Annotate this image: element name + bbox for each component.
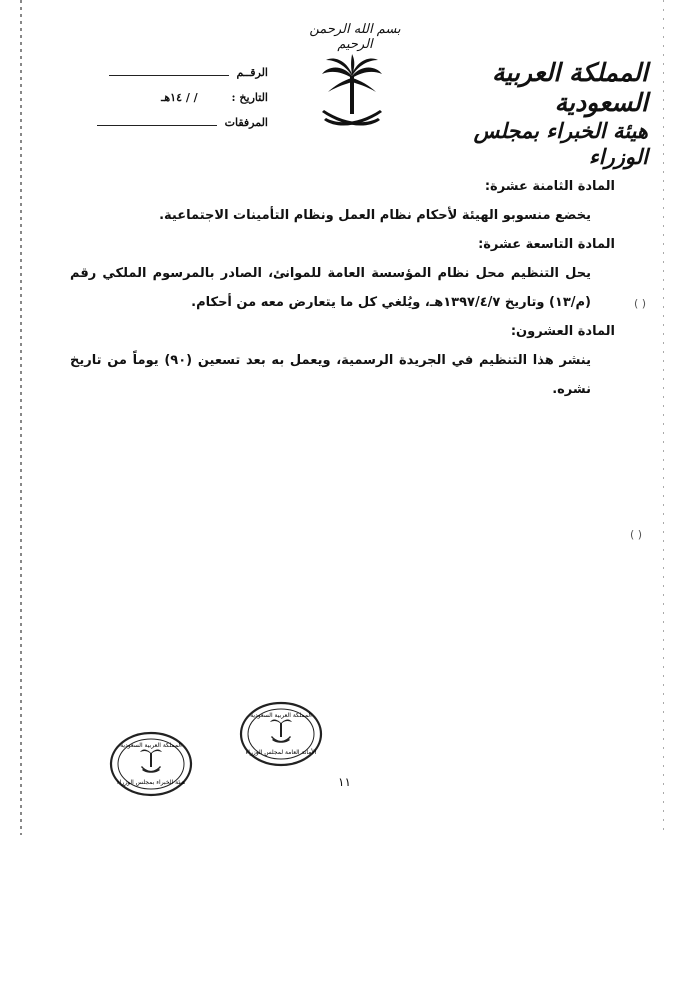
margin-mark: ( ) <box>630 528 643 541</box>
article-19-text: يحل التنظيم محل نظام المؤسسة العامة للموانئ، الصادر بالمرسوم الملكي رقم (م/١٣) وتاريخ ١٣٩٧/٤/٧هـ، ويُلغي كل ما يتعارض معه من أحكام. <box>70 266 591 310</box>
seal-text: هيئة الخبراء بمجلس الوزراء <box>116 779 186 786</box>
seal-general-secretariat <box>239 701 323 767</box>
ref-label: الرقــم <box>236 66 268 79</box>
ref-row <box>58 66 268 79</box>
basmala: بسم الله الرحمن الرحيم <box>309 22 401 52</box>
article-18-text: يخضع منسوبو الهيئة لأحكام نظام العمل ونظام التأمينات الاجتماعية. <box>159 208 591 223</box>
kingdom-name: المملكة العربية السعودية <box>492 58 648 117</box>
article-19-title: المادة التاسعة عشرة: <box>478 237 615 252</box>
issuing-authority <box>413 58 648 170</box>
attachments-row <box>58 116 268 129</box>
palm-swords-emblem-icon <box>318 54 386 136</box>
article-20-title: المادة العشرون: <box>510 324 615 339</box>
document-body <box>70 172 615 404</box>
margin-mark: ( ) <box>634 297 647 310</box>
date-label: التاريخ : <box>231 91 268 104</box>
seal-text: الأمانة العامة لمجلس الوزراء <box>245 749 317 756</box>
scan-edge-left <box>20 0 22 835</box>
date-row <box>58 91 268 104</box>
attachments-line <box>97 117 217 126</box>
scan-edge-right <box>663 0 664 835</box>
date-value: / / ١٤هـ <box>161 91 198 104</box>
authority-name: هيئة الخبراء بمجلس الوزراء <box>473 118 648 169</box>
article-18-title: المادة الثامنة عشرة: <box>484 179 615 194</box>
attachments-label: المرفقات <box>224 116 268 129</box>
seal-experts-commission <box>109 731 193 797</box>
article-20-text: ينشر هذا التنظيم في الجريدة الرسمية، ويعمل به بعد تسعين (٩٠) يوماً من تاريخ نشره. <box>70 353 591 397</box>
seal-text: المملكة العربية السعودية <box>120 742 182 749</box>
ref-line <box>109 67 229 76</box>
page-number: ١١ <box>338 775 351 789</box>
seal-text: المملكة العربية السعودية <box>250 712 312 719</box>
